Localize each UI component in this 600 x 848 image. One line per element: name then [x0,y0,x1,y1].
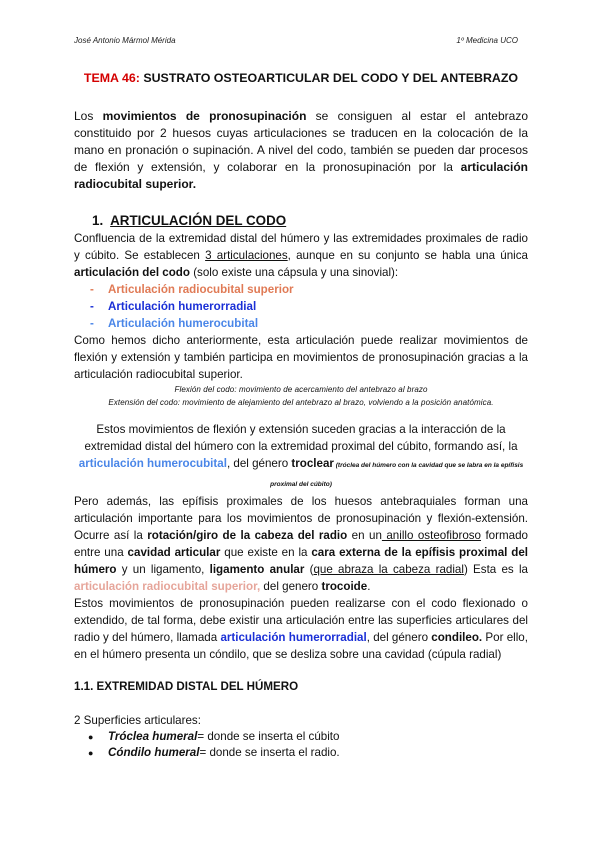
bold-text: trocoide [321,580,368,593]
text: , del género [366,631,432,644]
dash-bullet: - [90,283,94,296]
list-item [90,281,528,298]
list-item-text: Articulación humerorradial [108,300,257,313]
text: Estos movimientos de flexión y extensión suceden gracias a la interacción de la extremidad distal del húmero con la extremidad proximal del cúbito, formando así, la [84,423,518,453]
text: se consiguen al estar el antebrazo constituido por 2 huesos cuyas articulaciones se traducen en la colocación de la mano en pronación o supinación. A nivel del codo, también se pueden dar procesos de flexión y extensión, y colaborar en la pronosupinación por la [74,109,528,174]
list-item [88,745,528,761]
list-item [90,298,528,315]
colored-term: articulación humerocubital [78,457,227,470]
bold-text: articulación del codo [74,266,190,279]
text: Los [74,109,103,123]
text: ) Esta es la [463,563,528,576]
bullet-icon: ● [88,748,94,758]
text: formado entre una [74,529,528,559]
text: Por ello, en el húmero presenta un cóndilo, que se desliza sobre una cavidad (cúpula radial) [74,631,528,661]
definition-flexion: Flexión del codo: movimiento de acercamiento del antebrazo al brazo [174,385,428,394]
section-title: ARTICULACIÓN DEL CODO [110,213,287,228]
definitions [74,383,528,409]
text: , aunque en su conjunto se habla una única [287,249,528,262]
underlined-text: 3 articulaciones [205,249,288,262]
bold-term: Tróclea humeral [108,730,198,743]
list-item [88,729,528,745]
underlined-text: que abraza la cabeza radial [313,563,464,576]
list-item-text: Articulación radiocubital superior [108,283,294,296]
section-paragraph: Como hemos dicho anteriormente, esta articulación puede realizar movimientos de flexión y extensión y también participa en movimientos de pronosupinación gracias a la articulación radiocubital superior. [74,334,528,381]
bold-text: ligamento anular [209,563,305,576]
text: y un ligamento, [116,563,210,576]
bullet-icon: ● [88,732,94,742]
articulations-list [74,281,528,332]
title-text: SUSTRATO OSTEOARTICULAR DEL CODO Y DEL ANTEBRAZO [139,71,519,85]
section-number: 1. [92,213,104,228]
section-paragraph [74,421,528,493]
text: = donde se inserta el cúbito [197,730,340,743]
bold-text: cavidad articular [127,546,221,559]
text: ( [304,563,314,576]
dash-bullet: - [90,317,94,330]
text: . [367,580,371,593]
document-page [74,68,528,761]
text: = donde se inserta el radio. [199,746,340,759]
definition-extension: Extensión del codo: movimiento de alejamiento del antebrazo al brazo, volviendo a la posición anatómica. [108,398,494,407]
list-item [90,315,528,332]
bold-text: movimientos de pronosupinación [102,109,307,123]
text: , del género [226,457,292,470]
text: que existe en la [220,546,312,559]
header-author: José Antonio Mármol Mérida [74,36,176,45]
text: Estos movimientos de pronosupinación pueden realizarse con el codo flexionado o extendido, de tal forma, debe existir una articulación entre las superficies articulares del radio y del húmero, llamada [74,597,528,644]
bold-text: articulación radiocubital superior. [74,160,528,191]
dash-bullet: - [90,300,94,313]
bold-text: rotación/giro de la cabeza del radio [147,529,348,542]
page-title [74,68,528,88]
section-paragraph [74,493,528,595]
text: (solo existe una cápsula y una sinovial): [189,266,399,279]
bold-text: condileo. [431,631,483,644]
list-item-text: Articulación humerocubital [108,317,259,330]
section-paragraph [74,230,528,281]
bold-term: Cóndilo humeral [108,746,200,759]
text: en un [347,529,382,542]
bold-text: cara externa de la epífisis proximal del húmero [74,546,529,576]
header-course: 1º Medicina UCO [456,36,518,45]
subsection-heading: 1.1. EXTREMIDAD DISTAL DEL HÚMERO [74,680,299,693]
note-text: (tróclea del húmero con la cavidad que se labra en la epífisis proximal del cúbito) [270,462,524,488]
colored-term: articulación radiocubital superior, [74,580,261,593]
section-paragraph [74,595,528,663]
text: Pero además, las epífisis proximales de los huesos antebraquiales forman una articulación importante para los movimientos de pronosupinación y flexión-extensión. Ocurre así la [74,495,528,542]
colored-term: articulación humerorradial [220,631,367,644]
subsection-intro: 2 Superficies articulares: [74,714,201,727]
surfaces-list [74,729,528,761]
bold-text: troclear [291,457,334,470]
text: Confluencia de la extremidad distal del húmero y las extremidades proximales de radio y cúbito. Se establecen [74,232,528,262]
title-number: TEMA 46: [83,71,140,85]
underlined-text: anillo osteofibroso [381,529,482,542]
text: del genero [260,580,322,593]
section-heading [74,212,528,230]
intro-paragraph [74,108,528,193]
